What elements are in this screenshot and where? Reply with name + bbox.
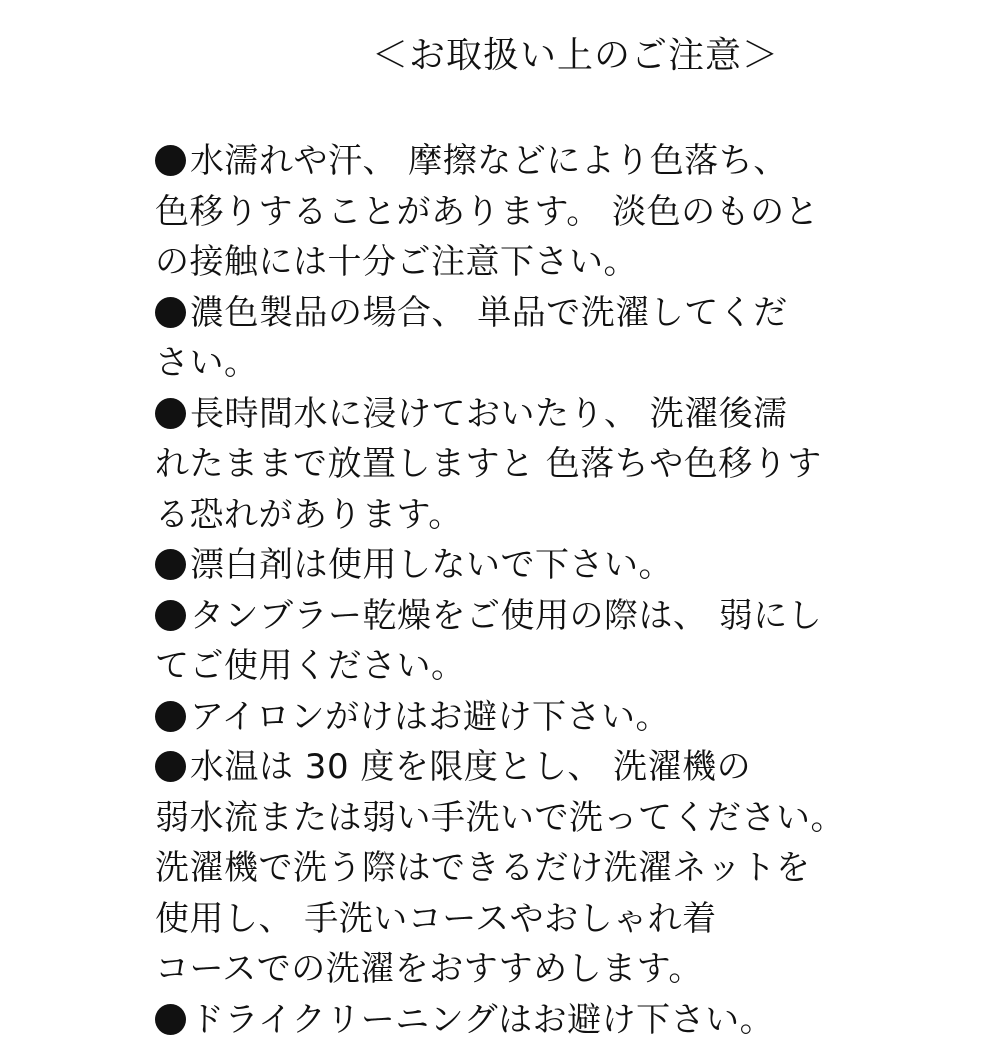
note-line bbox=[155, 338, 845, 389]
bullet-icon bbox=[155, 600, 186, 631]
note-line bbox=[155, 843, 845, 894]
bullet-icon bbox=[155, 549, 186, 580]
bullet-icon bbox=[155, 398, 186, 429]
note-text: 水濡れや汗、 摩擦などにより色落ち、 bbox=[190, 141, 788, 181]
note-line bbox=[155, 490, 845, 541]
bullet-icon bbox=[155, 751, 186, 782]
note-text: 色移りすることがあります。 淡色のものと bbox=[155, 192, 819, 232]
note-line bbox=[155, 136, 845, 187]
note-line bbox=[155, 995, 845, 1045]
note-line bbox=[155, 389, 845, 440]
note-line bbox=[155, 692, 845, 743]
note-line bbox=[155, 187, 845, 238]
note-text: アイロンがけはお避け下さい。 bbox=[190, 697, 670, 737]
note-line bbox=[155, 894, 845, 945]
note-line bbox=[155, 793, 845, 844]
note-text: る恐れがあります。 bbox=[155, 495, 463, 535]
note-text: ドライクリーニングはお避け下さい。 bbox=[190, 1000, 774, 1040]
note-text: 濃色製品の場合、 単品で洗濯してくだ bbox=[190, 293, 788, 333]
note-line bbox=[155, 944, 845, 995]
note-line bbox=[155, 540, 845, 591]
note-text: 使用し、 手洗いコースやおしゃれ着 bbox=[155, 899, 717, 939]
note-text: れたままで放置しますと 色落ちや色移りす bbox=[155, 444, 822, 484]
bullet-icon bbox=[155, 145, 186, 176]
page-title: ＜お取扱い上のご注意＞ bbox=[372, 30, 779, 82]
note-line bbox=[155, 237, 845, 288]
note-text: の接触には十分ご注意下さい。 bbox=[155, 242, 638, 282]
note-text: てご使用ください。 bbox=[155, 646, 466, 686]
note-text: 長時間水に浸けておいたり、 洗濯後濡 bbox=[190, 394, 788, 434]
bullet-icon bbox=[155, 297, 186, 328]
note-line bbox=[155, 439, 845, 490]
note-line bbox=[155, 742, 845, 793]
note-text: 水温は 30 度を限度とし、 洗濯機の bbox=[190, 747, 751, 787]
note-text: コースでの洗濯をおすすめします。 bbox=[155, 949, 703, 989]
note-text: さい。 bbox=[155, 343, 259, 383]
note-text: 洗濯機で洗う際はできるだけ洗濯ネットを bbox=[155, 848, 811, 888]
care-notes bbox=[155, 136, 845, 1045]
bullet-icon bbox=[155, 701, 186, 732]
note-line bbox=[155, 591, 845, 642]
note-line bbox=[155, 288, 845, 339]
bullet-icon bbox=[155, 1004, 186, 1035]
note-line bbox=[155, 641, 845, 692]
note-text: 漂白剤は使用しないで下さい。 bbox=[190, 545, 673, 585]
note-text: 弱水流または弱い手洗いで洗ってください。 bbox=[155, 798, 845, 838]
note-text: タンブラー乾燥をご使用の際は、 弱にし bbox=[190, 596, 822, 636]
